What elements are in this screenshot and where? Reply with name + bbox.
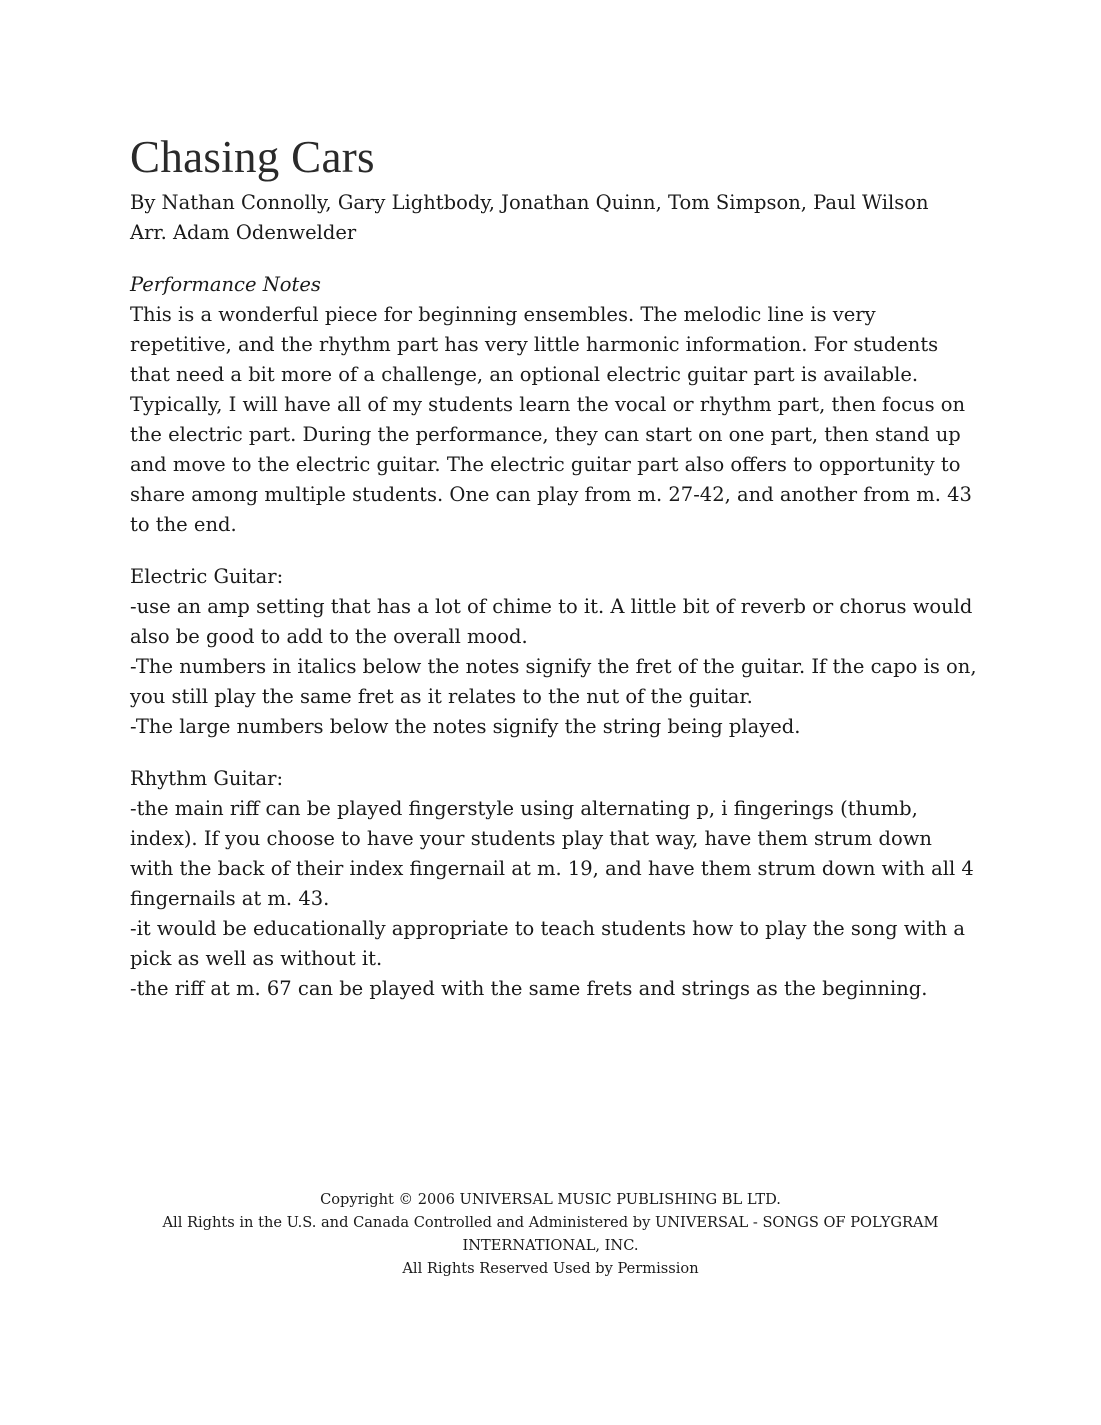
performance-notes-section <box>130 270 980 540</box>
rhythm-guitar-section <box>130 764 980 1004</box>
copyright-footer <box>0 1188 1101 1280</box>
rhythm-guitar-note: -it would be educationally appropriate to teach students how to play the song with a pick as well as without it. <box>130 917 965 970</box>
electric-guitar-heading: Electric Guitar: <box>130 565 284 588</box>
electric-guitar-section <box>130 562 980 742</box>
rights-line-continued: INTERNATIONAL, INC. <box>462 1237 639 1254</box>
authors-line: By Nathan Connolly, Gary Lightbody, Jonathan Quinn, Tom Simpson, Paul Wilson <box>130 191 929 214</box>
electric-guitar-note: -The large numbers below the notes signify the string being played. <box>130 715 801 738</box>
performance-notes-heading: Performance Notes <box>130 273 321 296</box>
electric-guitar-note: -use an amp setting that has a lot of chime to it. A little bit of reverb or chorus would also be good to add to the overall mood. <box>130 595 973 648</box>
rhythm-guitar-note: -the riff at m. 67 can be played with the same frets and strings as the beginning. <box>130 977 928 1000</box>
arranger-line: Arr. Adam Odenwelder <box>130 221 357 244</box>
document-content <box>130 128 980 1004</box>
rights-line: All Rights in the U.S. and Canada Controlled and Administered by UNIVERSAL - SONGS OF POLYGRAM <box>162 1214 939 1231</box>
reserved-line: All Rights Reserved Used by Permission <box>402 1260 699 1277</box>
copyright-line: Copyright © 2006 UNIVERSAL MUSIC PUBLISHING BL LTD. <box>320 1191 781 1208</box>
rhythm-guitar-heading: Rhythm Guitar: <box>130 767 284 790</box>
electric-guitar-note: -The numbers in italics below the notes signify the fret of the guitar. If the capo is on, you still play the same fret as it relates to the nut of the guitar. <box>130 655 977 708</box>
page-title: Chasing Cars <box>130 132 375 182</box>
rhythm-guitar-note: -the main riff can be played fingerstyle using alternating p, i fingerings (thumb, index). If you choose to have your students play that way, have them strum down with the back of their index fingernail at m. 19, and have them strum down with all 4 fingernails at m. 43. <box>130 797 974 910</box>
performance-notes-body: This is a wonderful piece for beginning ensembles. The melodic line is very repetitive, and the rhythm part has very little harmonic information. For students that need a bit more of a challenge, an optional electric guitar part is available. Typically, I will have all of my students learn the vocal or rhythm part, then focus on the electric part. During the performance, they can start on one part, then stand up and move to the electric guitar. The electric guitar part also offers to opportunity to share among multiple students. One can play from m. 27-42, and another from m. 43 to the end. <box>130 303 972 536</box>
byline <box>130 188 980 248</box>
